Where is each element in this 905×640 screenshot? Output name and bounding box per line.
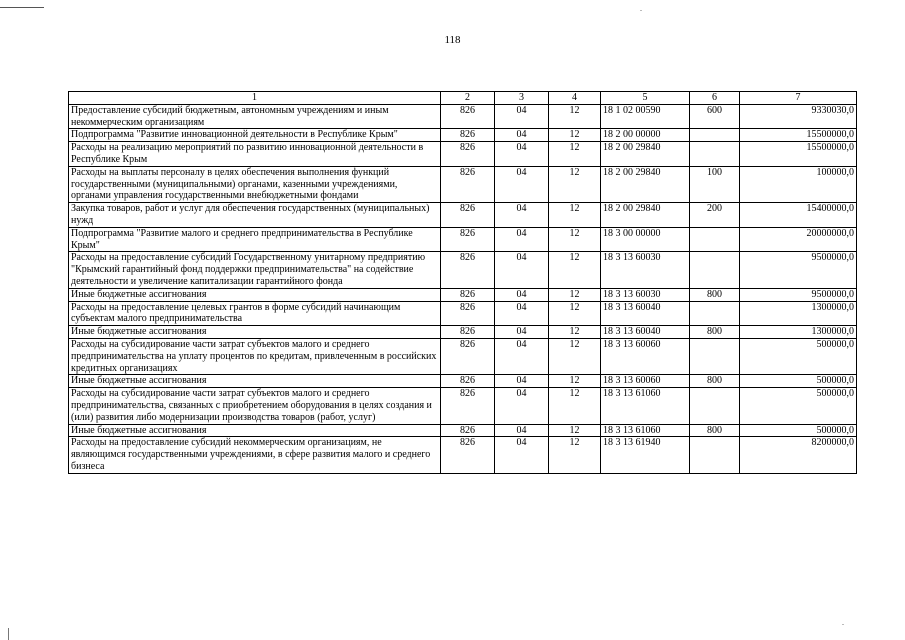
column-header: 7 (740, 92, 857, 105)
section-cell: 04 (495, 437, 549, 473)
scan-edge-mark (8, 628, 9, 640)
ministry-code-cell: 826 (441, 326, 495, 339)
section-cell: 04 (495, 338, 549, 374)
section-cell: 04 (495, 129, 549, 142)
section-cell: 04 (495, 288, 549, 301)
subsection-cell: 12 (549, 203, 601, 228)
expense-type-cell (690, 437, 740, 473)
amount-cell: 20000000,0 (740, 227, 857, 252)
section-cell: 04 (495, 388, 549, 424)
expense-type-cell (690, 338, 740, 374)
target-article-cell: 18 3 13 60040 (601, 301, 690, 326)
table-row (69, 301, 857, 326)
ministry-code-cell: 826 (441, 227, 495, 252)
amount-cell: 15500000,0 (740, 142, 857, 167)
column-header: 3 (495, 92, 549, 105)
subsection-cell: 12 (549, 388, 601, 424)
target-article-cell: 18 3 13 61060 (601, 424, 690, 437)
amount-cell: 8200000,0 (740, 437, 857, 473)
ministry-code-cell: 826 (441, 301, 495, 326)
subsection-cell: 12 (549, 252, 601, 288)
subsection-cell: 12 (549, 142, 601, 167)
ministry-code-cell: 826 (441, 424, 495, 437)
target-article-cell: 18 3 13 60060 (601, 338, 690, 374)
corner-rule (0, 7, 44, 8)
table-row (69, 129, 857, 142)
ministry-code-cell: 826 (441, 375, 495, 388)
subsection-cell: 12 (549, 437, 601, 473)
section-cell: 04 (495, 252, 549, 288)
subsection-cell: 12 (549, 326, 601, 339)
target-article-cell: 18 2 00 29840 (601, 142, 690, 167)
expense-name-cell: Расходы на предоставление целевых грантов в форме субсидий начинающим субъектам малого предпринимательства (69, 301, 441, 326)
expense-name-cell: Расходы на выплаты персоналу в целях обеспечения выполнения функций государственными (муниципальными) органами, казенными учреждениями, органами управления государственными внебюджетными фондами (69, 166, 441, 202)
table-row (69, 288, 857, 301)
amount-cell: 500000,0 (740, 338, 857, 374)
expense-name-cell: Расходы на субсидирование части затрат субъектов малого и среднего предпринимательства на уплату процентов по кредитам, привлеченным в российских кредитных организациях (69, 338, 441, 374)
expense-name-cell: Иные бюджетные ассигнования (69, 375, 441, 388)
expense-type-cell: 600 (690, 104, 740, 129)
target-article-cell: 18 3 00 00000 (601, 227, 690, 252)
subsection-cell: 12 (549, 227, 601, 252)
ministry-code-cell: 826 (441, 252, 495, 288)
table-row (69, 388, 857, 424)
scan-speck (640, 10, 642, 11)
expense-name-cell: Предоставление субсидий бюджетным, автономным учреждениям и иным некоммерческим организациям (69, 104, 441, 129)
target-article-cell: 18 2 00 29840 (601, 203, 690, 228)
ministry-code-cell: 826 (441, 104, 495, 129)
subsection-cell: 12 (549, 375, 601, 388)
expense-name-cell: Иные бюджетные ассигнования (69, 288, 441, 301)
expense-type-cell: 800 (690, 375, 740, 388)
expense-type-cell: 800 (690, 424, 740, 437)
table-row (69, 104, 857, 129)
subsection-cell: 12 (549, 129, 601, 142)
page-number: 118 (444, 34, 461, 46)
amount-cell: 500000,0 (740, 375, 857, 388)
table-row (69, 424, 857, 437)
section-cell: 04 (495, 104, 549, 129)
amount-cell: 1300000,0 (740, 301, 857, 326)
amount-cell: 500000,0 (740, 388, 857, 424)
target-article-cell: 18 2 00 29840 (601, 166, 690, 202)
expense-name-cell: Расходы на реализацию мероприятий по развитию инновационной деятельности в Республике Крым (69, 142, 441, 167)
ministry-code-cell: 826 (441, 129, 495, 142)
column-header: 5 (601, 92, 690, 105)
target-article-cell: 18 3 13 60030 (601, 288, 690, 301)
table-row (69, 375, 857, 388)
amount-cell: 15400000,0 (740, 203, 857, 228)
table-row (69, 326, 857, 339)
table-row (69, 166, 857, 202)
section-cell: 04 (495, 424, 549, 437)
ministry-code-cell: 826 (441, 203, 495, 228)
target-article-cell: 18 2 00 00000 (601, 129, 690, 142)
section-cell: 04 (495, 301, 549, 326)
expense-name-cell: Подпрограмма "Развитие инновационной деятельности в Республике Крым" (69, 129, 441, 142)
expense-type-cell: 800 (690, 326, 740, 339)
scan-speck (842, 624, 844, 625)
target-article-cell: 18 3 13 60060 (601, 375, 690, 388)
amount-cell: 9330030,0 (740, 104, 857, 129)
expense-name-cell: Иные бюджетные ассигнования (69, 424, 441, 437)
expense-type-cell (690, 388, 740, 424)
expense-type-cell: 200 (690, 203, 740, 228)
table-row (69, 142, 857, 167)
amount-cell: 1300000,0 (740, 326, 857, 339)
amount-cell: 100000,0 (740, 166, 857, 202)
column-header: 1 (69, 92, 441, 105)
section-cell: 04 (495, 375, 549, 388)
target-article-cell: 18 3 13 60040 (601, 326, 690, 339)
target-article-cell: 18 1 02 00590 (601, 104, 690, 129)
subsection-cell: 12 (549, 104, 601, 129)
expense-name-cell: Расходы на предоставление субсидий Государственному унитарному предприятию "Крымский гарантийный фонд поддержки предпринимательства" на содействие деятельности и увеличение капитализации гарантийного фонда (69, 252, 441, 288)
table-row (69, 437, 857, 473)
expense-name-cell: Иные бюджетные ассигнования (69, 326, 441, 339)
section-cell: 04 (495, 166, 549, 202)
expense-type-cell: 100 (690, 166, 740, 202)
ministry-code-cell: 826 (441, 166, 495, 202)
table-row (69, 203, 857, 228)
column-header: 2 (441, 92, 495, 105)
table-row (69, 338, 857, 374)
expense-type-cell: 800 (690, 288, 740, 301)
expense-type-cell (690, 227, 740, 252)
target-article-cell: 18 3 13 61060 (601, 388, 690, 424)
section-cell: 04 (495, 227, 549, 252)
subsection-cell: 12 (549, 338, 601, 374)
expense-name-cell: Расходы на предоставление субсидий некоммерческим организациям, не являющимся государственными учреждениями, в сфере развития малого и среднего бизнеса (69, 437, 441, 473)
subsection-cell: 12 (549, 166, 601, 202)
subsection-cell: 12 (549, 424, 601, 437)
column-header: 4 (549, 92, 601, 105)
target-article-cell: 18 3 13 61940 (601, 437, 690, 473)
amount-cell: 500000,0 (740, 424, 857, 437)
expense-type-cell (690, 252, 740, 288)
expense-type-cell (690, 301, 740, 326)
table-row (69, 252, 857, 288)
expense-name-cell: Подпрограмма "Развитие малого и среднего предпринимательства в Республике Крым" (69, 227, 441, 252)
subsection-cell: 12 (549, 288, 601, 301)
ministry-code-cell: 826 (441, 338, 495, 374)
subsection-cell: 12 (549, 301, 601, 326)
budget-table (68, 91, 857, 474)
ministry-code-cell: 826 (441, 288, 495, 301)
amount-cell: 9500000,0 (740, 288, 857, 301)
expense-name-cell: Закупка товаров, работ и услуг для обеспечения государственных (муниципальных) нужд (69, 203, 441, 228)
section-cell: 04 (495, 203, 549, 228)
section-cell: 04 (495, 326, 549, 339)
amount-cell: 15500000,0 (740, 129, 857, 142)
column-header: 6 (690, 92, 740, 105)
expense-type-cell (690, 142, 740, 167)
amount-cell: 9500000,0 (740, 252, 857, 288)
target-article-cell: 18 3 13 60030 (601, 252, 690, 288)
table-row (69, 227, 857, 252)
ministry-code-cell: 826 (441, 437, 495, 473)
expense-type-cell (690, 129, 740, 142)
ministry-code-cell: 826 (441, 388, 495, 424)
expense-name-cell: Расходы на субсидирование части затрат субъектов малого и среднего предпринимательства, связанных с приобретением оборудования в целях создания и (или) развития либо модернизации производства товаров (работ, услуг) (69, 388, 441, 424)
header-row (69, 92, 857, 105)
section-cell: 04 (495, 142, 549, 167)
ministry-code-cell: 826 (441, 142, 495, 167)
